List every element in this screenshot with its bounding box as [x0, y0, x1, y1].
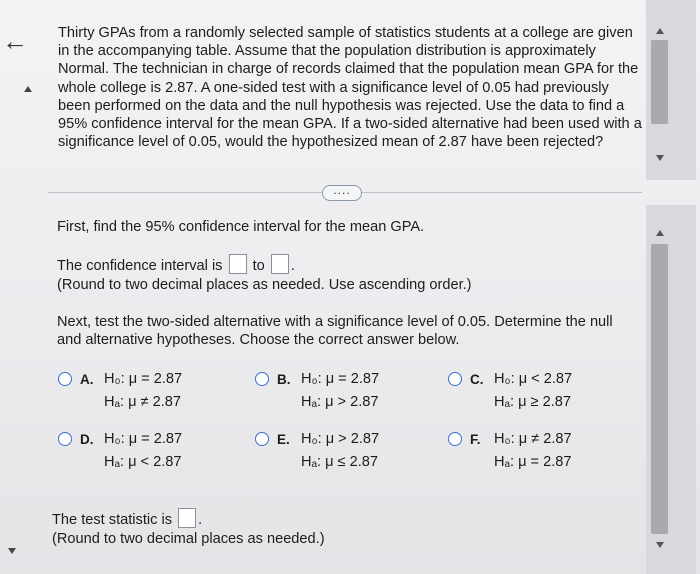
- radio-f[interactable]: [448, 432, 462, 446]
- choice-letter: A.: [80, 372, 94, 387]
- choice-d[interactable]: [58, 428, 248, 478]
- question-scroll-up-icon[interactable]: [656, 28, 664, 34]
- ci-round-note: (Round to two decimal places as needed. Use ascending order.): [57, 277, 472, 293]
- ci-lower-input[interactable]: [229, 254, 247, 274]
- scroll-up-icon[interactable]: [24, 86, 32, 92]
- scroll-down-icon[interactable]: [8, 548, 16, 554]
- choice-letter: F.: [470, 432, 481, 447]
- null-hypothesis: H₀: μ = 2.87: [301, 371, 380, 387]
- test-statistic-input[interactable]: [178, 508, 196, 528]
- radio-c[interactable]: [448, 372, 462, 386]
- choice-letter: B.: [277, 372, 291, 387]
- answer-scroll-up-icon[interactable]: [656, 230, 664, 236]
- choice-a[interactable]: [58, 368, 248, 418]
- ci-to-label: to: [252, 258, 265, 274]
- null-hypothesis: H₀: μ ≠ 2.87: [494, 431, 572, 447]
- ci-suffix: .: [290, 258, 295, 274]
- null-hypothesis: H₀: μ > 2.87: [301, 431, 380, 447]
- choice-letter: D.: [80, 432, 94, 447]
- null-hypothesis: H₀: μ = 2.87: [104, 431, 183, 447]
- radio-a[interactable]: [58, 372, 72, 386]
- stat-prefix: The test statistic is: [52, 512, 173, 528]
- stat-round-note: (Round to two decimal places as needed.): [52, 531, 325, 547]
- back-arrow-icon[interactable]: ←: [2, 26, 28, 56]
- alternative-hypothesis: Hₐ: μ ≤ 2.87: [301, 454, 379, 470]
- question-scrollbar-thumb[interactable]: [651, 40, 668, 124]
- radio-d[interactable]: [58, 432, 72, 446]
- test-instruction: Next, test the two-sided alternative with a significance level of 0.05. Determine the null and alternative hypotheses. Choose the correct answer below.: [57, 314, 613, 349]
- answer-scroll-down-icon[interactable]: [656, 542, 664, 548]
- alternative-hypothesis: Hₐ: μ ≠ 2.87: [104, 394, 182, 410]
- alternative-hypothesis: Hₐ: μ < 2.87: [104, 454, 182, 470]
- test-statistic-line: [52, 508, 202, 529]
- ci-instruction: First, find the 95% confidence interval for the mean GPA.: [57, 219, 425, 235]
- question-text: Thirty GPAs from a randomly selected sample of statistics students at a college are given in the accompanying table. Assume that the population distribution is approximately Normal. The technician in charge of records claimed that the population mean GPA for the whole college is 2.87. A one-sided test with a significance level of 0.05 had previously been performed on the data and the null hypothesis was rejected. Use the data to find a 95% confidence interval for the mean GPA. If a two-sided alternative had been used with a significance level of 0.05, would the hypothesized mean of 2.87 have been rejected?: [58, 25, 642, 151]
- null-hypothesis: H₀: μ = 2.87: [104, 371, 183, 387]
- choice-b[interactable]: [255, 368, 445, 418]
- null-hypothesis: H₀: μ < 2.87: [494, 371, 573, 387]
- expand-button[interactable]: ....: [322, 185, 362, 201]
- ci-prefix: The confidence interval is: [57, 258, 223, 274]
- ci-answer-line: [57, 254, 295, 275]
- ci-upper-input[interactable]: [271, 254, 289, 274]
- choice-f[interactable]: [448, 428, 638, 478]
- answer-scrollbar-thumb[interactable]: [651, 244, 668, 534]
- alternative-hypothesis: Hₐ: μ > 2.87: [301, 394, 379, 410]
- radio-b[interactable]: [255, 372, 269, 386]
- radio-e[interactable]: [255, 432, 269, 446]
- alternative-hypothesis: Hₐ: μ ≥ 2.87: [494, 394, 572, 410]
- question-scroll-down-icon[interactable]: [656, 155, 664, 161]
- alternative-hypothesis: Hₐ: μ = 2.87: [494, 454, 572, 470]
- stat-suffix: .: [198, 512, 203, 528]
- choice-letter: E.: [277, 432, 290, 447]
- choice-letter: C.: [470, 372, 484, 387]
- choice-c[interactable]: [448, 368, 638, 418]
- choice-e[interactable]: [255, 428, 445, 478]
